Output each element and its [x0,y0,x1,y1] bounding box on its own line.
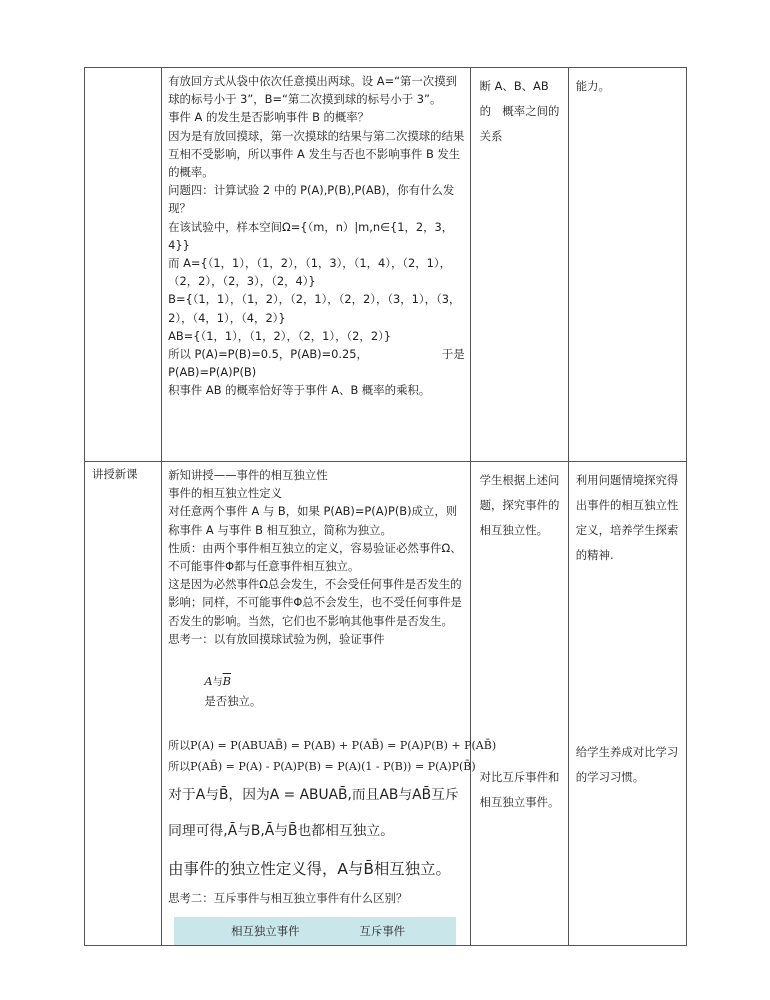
paragraph: 事件 A 的发生是否影响事件 B 的概率？ [168,110,370,125]
paragraph [168,345,465,363]
paragraph: 而 A={（1，1），（1，2），（1，3），（1，4），（2，1），（2，2），（2，3），（2，4）} [168,256,452,289]
paragraph: 问题四：计算试验 2 中的 P(A),P(B),P(AB)，你有什么发现？ [168,183,455,216]
paragraph: 这是因为必然事件Ω总会发生，不会受任何事件是否发生的影响；同样，不可能事件Φ总不会发生，也不受任何事件是否发生的影响。当然，它们也不影响其他事件是否发生。 [168,577,462,628]
header-exclusive: 互斥事件 [359,924,406,939]
think1-tail: 是否独立。 [204,694,262,709]
probability-line: 所以 P(A)=P(B)=0.5，P(AB)=0.25， [168,347,368,362]
paragraph: 性质：由两个事件相互独立的定义，容易验证必然事件Ω、不可能事件Φ都与任意事件相互独立。 [168,540,462,574]
activity-cell: 学生根据上述问题，探究事件的相互独立性。 对比互斥事件和相互独立事件。 [470,462,568,946]
paragraph: 对任意两个事件 A 与 B，如果 P(AB)=P(A)P(B)成立，则称事件 A 与事件 B 相互独立，简称为独立。 [168,504,458,537]
paragraph: P(AB)=P(A)P(B) [168,365,257,380]
header-independent: 相互独立事件 [231,924,300,939]
equation-line: 对于A与B̄，因为A = ABUAB̄,而且AB与AB̄互斥 [168,786,459,803]
paragraph [168,654,465,729]
stage-cell: 讲授新课 [85,462,162,946]
table-row [85,68,687,462]
paragraph: AB={（1，1），（1，2），（2，1），（2，2）} [168,328,392,343]
conclusion-line: 由事件的独立性定义得，A与B̄相互独立。 [168,859,451,878]
content-cell [162,462,497,946]
activity-cell: 断 A、B、AB 的 概率之间的关系 [470,68,568,462]
paragraph: 积事件 AB 的概率恰好等于事件 A、B 概率的乘积。 [168,383,431,398]
equation-line: 同理可得,Ā与B,Ā与B̄也都相互独立。 [168,822,395,839]
conclusion-word: 于是 [441,347,465,362]
formula-line-2: 所以P(AB̄) = P(A) - P(A)P(B) = P(A)(1 - P(B)) = P(A)P(B̄) [168,759,476,773]
definition-title: 事件的相互独立性定义 [168,486,283,501]
aim-cell: 能力。 [568,68,686,462]
section-title: 新知讲授——事件的相互独立性 [168,468,328,482]
lesson-plan-table [84,67,687,946]
stage-cell [85,68,162,462]
paragraph: B={（1，1），（1，2），（2，1），（2，2），（3，1），（3，2），（4，1），（4，2）} [168,292,461,325]
paragraph: 因为是有放回摸球，第一次摸球的结果与第二次摸球的结果互相不受影响，所以事件 A 发生与否也不影响事件 B 发生的概率。 [168,128,465,180]
math-a-and-bbar: A与$\overline{B}$ [204,674,231,689]
paragraph: 思考一：以有放回摸球试验为例，验证事件 [168,631,385,646]
paragraph: 思考二：互斥事件与相互独立事件有什么区别？ [168,890,408,905]
content-cell [162,68,471,462]
formula-line-1: 所以P(A) = P(ABUAB̄) = P(AB) + P(AB̄) = P(A)P(B) + P(AB̄) [168,738,497,752]
aim-cell: 利用问题情境探究得出事件的相互独立性定义，培养学生探索的精神. 给学生养成对比学习的学习习惯。 [568,462,686,946]
paragraph: 在该试验中，样本空间Ω={（m，n）|m,n∈{1，2，3，4}} [168,219,454,252]
comparison-table-header [174,917,456,945]
table-row [85,462,687,946]
paragraph: 有放回方式从袋中依次任意摸出两球。设 A=“第一次摸到球的标号小于 3”，B=“第二次摸到球的标号小于 3”。 [168,74,457,107]
